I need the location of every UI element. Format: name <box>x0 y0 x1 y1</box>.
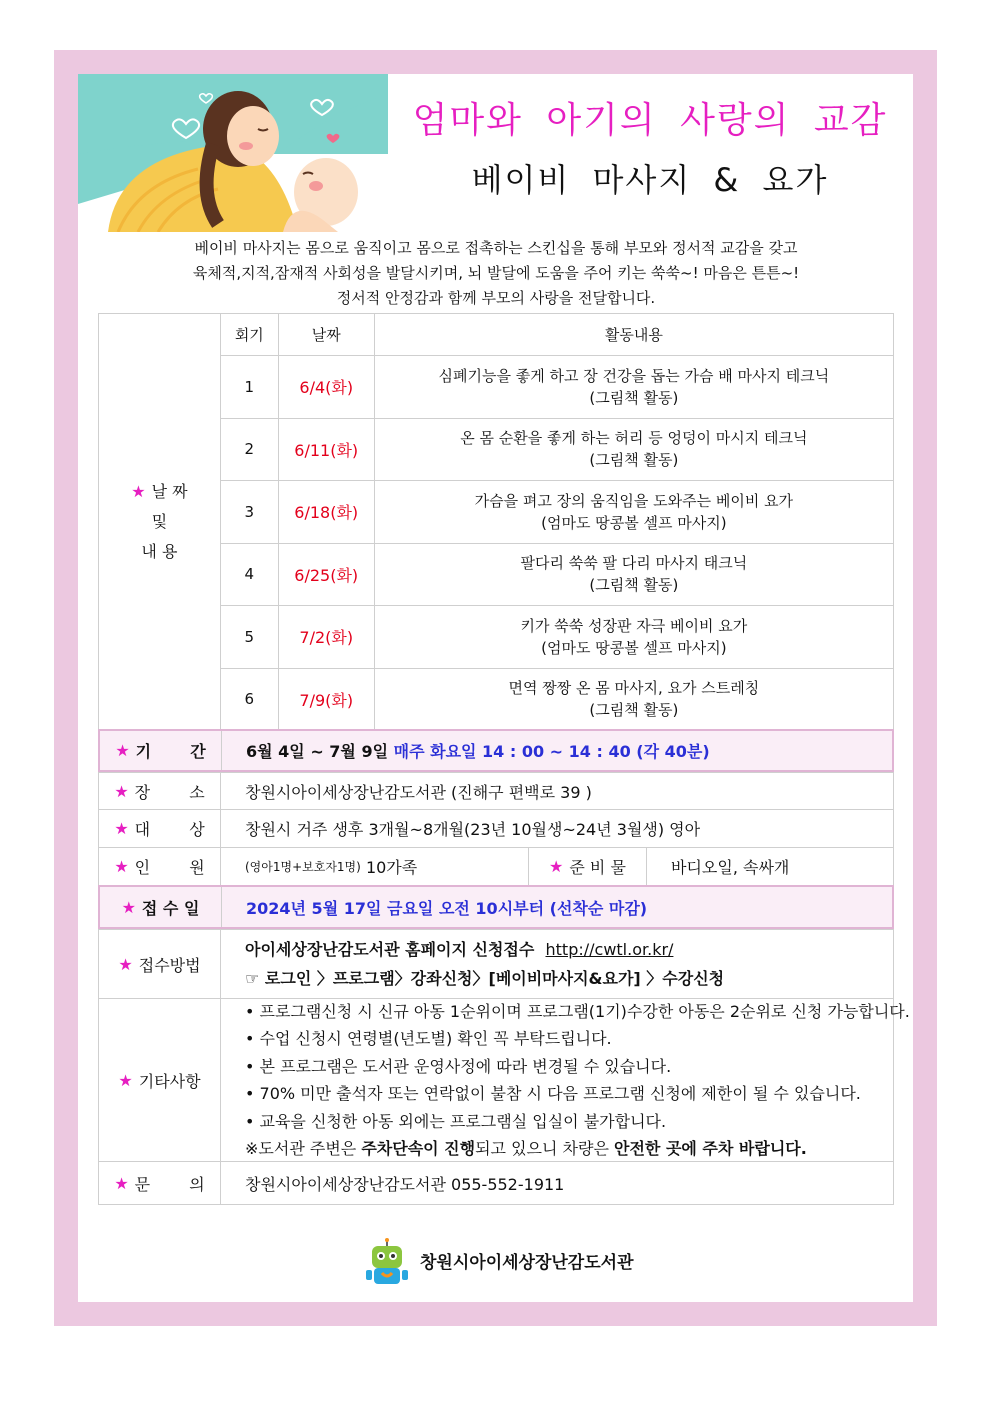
reception-value: 2024년 5월 17일 금요일 오전 10시부터 (선착순 마감) <box>246 898 648 918</box>
note-item: • 교육을 신청한 아동 외에는 프로그램실 입실이 불가합니다. <box>245 1111 667 1131</box>
note-item: • 프로그램신청 시 신규 아동 1순위이며 프로그램(1기)수강한 아동은 2순위로 신청 가능합니다. <box>245 1001 910 1021</box>
page-subtitle: 베이비 마사지 & 요가 <box>471 161 829 199</box>
period-value <box>246 731 710 770</box>
table-header-row <box>99 314 894 356</box>
place-row <box>98 772 894 810</box>
column-header: 회기 <box>220 314 278 356</box>
note-item: • 70% 미만 출석자 또는 연락없이 불참 시 다음 프로그램 신청에 제한이 될 수 있습니다. <box>245 1084 861 1103</box>
library-logo-icon <box>362 1238 412 1288</box>
star-icon: ★ <box>114 1173 129 1193</box>
session-number: 1 <box>220 356 278 419</box>
period-label: ★ 기 간 <box>100 731 222 770</box>
etc-row <box>98 998 910 1162</box>
schedule-table <box>98 313 894 731</box>
column-header: 활동내용 <box>374 314 893 356</box>
star-icon: ★ <box>118 954 133 974</box>
place-label: ★ 장 소 <box>99 773 221 809</box>
session-content: 면역 짱짱 온 몸 마사지, 요가 스트레칭 (그림책 활동) <box>374 668 893 731</box>
place-value: 창원시아이세상장난감도서관 (진해구 편백로 39 ) <box>245 782 592 802</box>
intro-line: 육체적,지적,잠재적 사회성을 발달시키며, 뇌 발달에 도움을 주어 키는 쑥쑥~! 마음은 튼튼~! <box>192 264 800 282</box>
label-line: 내 용 <box>141 542 178 561</box>
contact-label: ★ 문 의 <box>99 1162 221 1204</box>
session-number: 2 <box>220 418 278 481</box>
session-content: 온 몸 순환을 좋게 하는 허리 등 엉덩이 마시지 테크닉 (그림책 활동) <box>374 418 893 481</box>
session-date: 6/25(화) <box>278 543 374 606</box>
contact-value: 창원시아이세상장난감도서관 055-552-1911 <box>245 1174 565 1194</box>
method-label: ★ 접수방법 <box>99 930 221 998</box>
reception-row <box>98 885 894 929</box>
star-icon: ★ <box>131 482 146 501</box>
session-date: 6/11(화) <box>278 418 374 481</box>
star-icon: ★ <box>114 857 129 876</box>
reception-label: ★ 접 수 일 <box>100 887 222 927</box>
column-header: 날짜 <box>278 314 374 356</box>
prep-label: ★ 준 비 물 <box>528 848 646 885</box>
intro-text <box>98 236 894 311</box>
people-label: ★ 인 원 <box>99 848 221 885</box>
people-note: (영아1명+보호자1명) <box>245 860 361 874</box>
period-time: 매주 화요일 14 : 00 ~ 14 : 40 (각 40분) <box>393 742 710 761</box>
people-count: 10가족 <box>365 858 418 877</box>
contact-row <box>98 1161 894 1205</box>
method-row <box>98 929 894 999</box>
parking-note: ※도서관 주변은 주차단속이 진행되고 있으니 차량은 안전한 곳에 주차 바랍니다. <box>245 1139 807 1158</box>
prep-value: 바디오일, 속싸개 <box>646 848 789 885</box>
method-line: 아이세상장난감도서관 홈페이지 신청접수 <box>245 940 535 959</box>
star-icon: ★ <box>115 741 130 760</box>
star-icon: ★ <box>118 1070 133 1090</box>
note-item: • 수업 신청시 연령별(년도별) 확인 꼭 부탁드립니다. <box>245 1029 612 1048</box>
schedule-label <box>99 314 221 731</box>
target-value: 창원시 거주 생후 3개월~8개월(23년 10월생~24년 3월생) 영아 <box>245 820 701 839</box>
label-line: 날 짜 <box>151 482 188 501</box>
period-dates: 6월 4일 ~ 7월 9일 <box>246 742 389 761</box>
method-value <box>245 930 724 998</box>
session-number: 6 <box>220 668 278 731</box>
method-steps: ☞ 로그인 〉프로그램〉강좌신청〉[베이비마사지&요가] 〉수강신청 <box>245 969 725 988</box>
session-number: 3 <box>220 481 278 544</box>
session-content: 가슴을 펴고 장의 움직임을 도와주는 베이비 요가 (엄마도 땅콩볼 셀프 마사지) <box>374 481 893 544</box>
period-row <box>98 729 894 772</box>
session-content: 팔다리 쑥쑥 팔 다리 마사지 태크닉 (그림책 활동) <box>374 543 893 606</box>
star-icon: ★ <box>549 857 564 876</box>
page-title: 엄마와 아기의 사랑의 교감 <box>412 100 888 141</box>
note-item: • 본 프로그램은 도서관 운영사정에 따라 변경될 수 있습니다. <box>245 1056 672 1076</box>
homepage-link[interactable]: http://cwtl.or.kr/ <box>545 940 674 959</box>
intro-line: 정서적 안정감과 함께 부모의 사랑을 전달합니다. <box>336 289 656 307</box>
people-value <box>245 848 417 885</box>
people-row <box>98 847 894 886</box>
session-date: 7/2(화) <box>278 606 374 669</box>
star-icon: ★ <box>114 819 129 838</box>
label-line: 및 <box>151 512 168 531</box>
session-number: 4 <box>220 543 278 606</box>
target-row <box>98 809 894 848</box>
session-content: 키가 쑥쑥 성장판 자극 베이비 요가 (엄마도 땅콩볼 셀프 마사지) <box>374 606 893 669</box>
etc-label: ★ 기타사항 <box>99 999 221 1161</box>
etc-notes <box>245 999 910 1161</box>
session-date: 6/18(화) <box>278 481 374 544</box>
star-icon: ★ <box>121 897 136 917</box>
star-icon: ★ <box>114 781 129 801</box>
session-number: 5 <box>220 606 278 669</box>
target-label: ★ 대 상 <box>99 810 221 847</box>
session-content: 심폐기능을 좋게 하고 장 건강을 돕는 가슴 배 마사지 테크닉 (그림책 활동) <box>374 356 893 419</box>
library-logo-text: 창원시아이세상장난감도서관 <box>420 1253 634 1273</box>
intro-line: 베이비 마사지는 몸으로 움직이고 몸으로 접촉하는 스킨십을 통해 부모와 정서적 교감을 갖고 <box>194 239 798 257</box>
mother-baby-illustration <box>78 74 388 232</box>
session-date: 6/4(화) <box>278 356 374 419</box>
session-date: 7/9(화) <box>278 668 374 731</box>
